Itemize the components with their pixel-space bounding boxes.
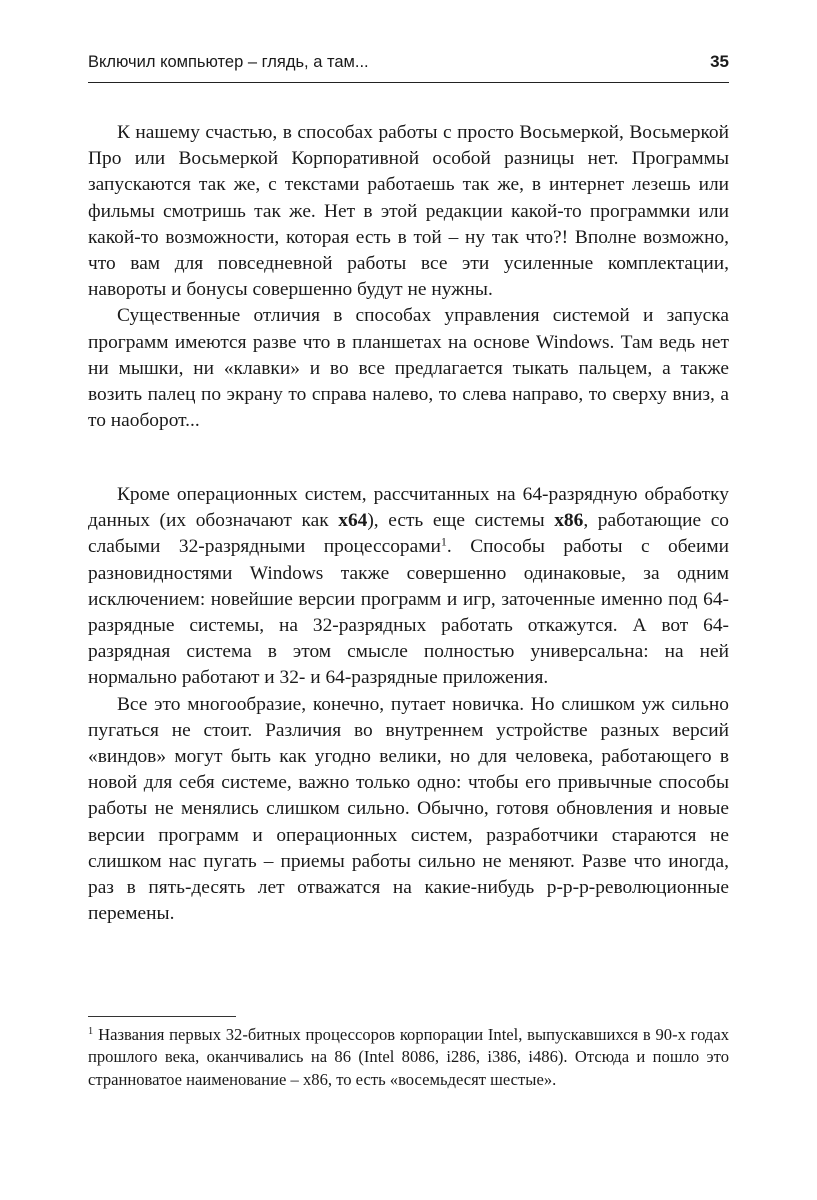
paragraph-editions-comparison: К нашему счастью, в способах работы с просто Восьмеркой, Восьмеркой Про или Восьмеркой Корпоративной особой разницы нет. Программы запускаются так же, с текстами работаешь так же, в интернет лезешь или фильмы смотришь так же. Нет в этой редакции какой-то программки или какой-то возможности, которая есть в той – ну так что?! Вполне возможно, что вам для повседневной работы все эти усиленные комплектации, навороты и бонусы совершенно будут не нужны. — [88, 122, 729, 301]
text-section-editions — [88, 120, 729, 434]
term-x86: x86 — [554, 510, 584, 532]
text-section-architectures — [88, 482, 729, 927]
paragraph-x64-x86 — [88, 482, 729, 692]
paragraph-tablet-differences: Существенные отличия в способах управления системой и запуска программ имеются разве что в планшетах на основе Windows. Там ведь нет ни мышки, ни «клавки» и во все предлагается тыкать пальцем, а также возить палец по экрану то справа налево, то слева направо, то сверху вниз, а то наоборот... — [88, 305, 729, 432]
paragraph-x64-x86-part-1: Кроме операционных систем, рассчитанных на 64-разрядную обработку данных (их обозначают как — [88, 484, 729, 532]
footnote-text — [88, 1024, 729, 1091]
footnote — [88, 1024, 729, 1091]
page-number: 35 — [710, 52, 729, 71]
footnote-body: Названия первых 32-битных процессоров корпорации Intel, выпускавшихся в 90-х годах прошлого века, оканчивались на 86 (Intel 8086, i286, i386, i486). Отсюда и пошло это странноватое наименование – x86, то есть «восемьдесят шестые». — [88, 1025, 729, 1089]
header-rule — [88, 82, 729, 83]
footnote-mark: 1 — [88, 1026, 94, 1038]
paragraph-x64-x86-part-2: ), есть еще системы — [367, 510, 555, 532]
footnote-reference: 1 — [440, 534, 447, 549]
paragraph-x64-x86-part-4: . Способы работы с обеими разновидностями Windows также совершенно одинаковые, за одним исключением: новейшие версии программ и игр, заточенные именно под 64-разрядные системы, на 32-разрядных работать откажутся. А вот 64-разрядная система в этом смысле полностью универсальна: на ней нормально работают и 32- и 64-разрядные приложения. — [88, 536, 729, 689]
chapter-title: Включил компьютер – глядь, а там... — [88, 53, 369, 71]
running-header — [88, 50, 729, 74]
footnote-rule — [88, 1016, 236, 1017]
term-x64: x64 — [338, 510, 368, 532]
paragraph-novice-advice: Все это многообразие, конечно, путает новичка. Но слишком уж сильно пугаться не стоит. Различия во внутреннем устройстве разных версий «виндов» могут быть как угодно велики, но для человека, работающего в новой для себя системе, важно только одно: чтобы его привычные способы работы не менялись слишком сильно. Обычно, готовя обновления и новые версии программ и операционных систем, разработчики стараются не слишком нас пугать – приемы работы сильно не меняют. Разве что иногда, раз в пять-десять лет отважатся на какие-нибудь р-р-р-революционные перемены. — [88, 693, 729, 925]
paragraph-x64-x86-part-3: , работающие со слабыми 32-разрядными процессорами — [88, 510, 730, 558]
